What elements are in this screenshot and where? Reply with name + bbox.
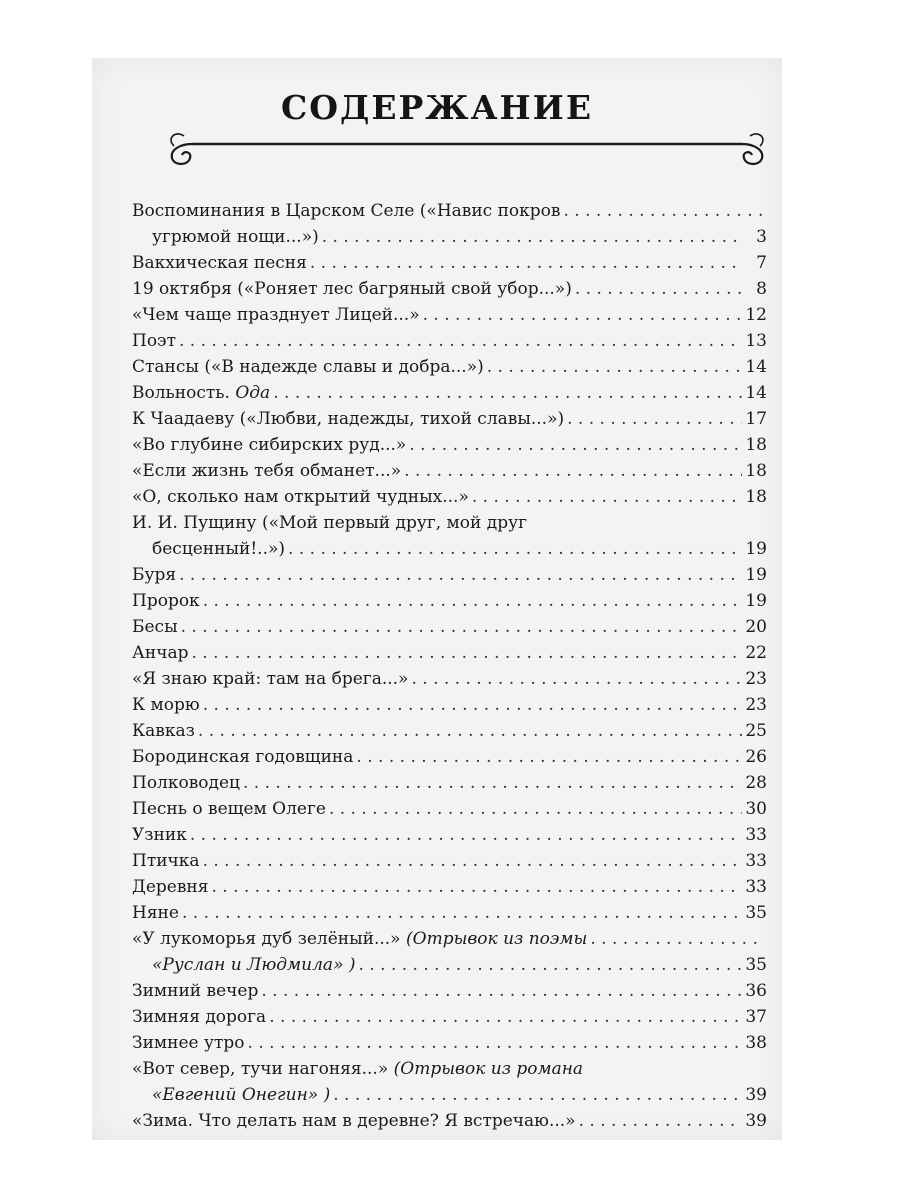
toc-entry [132, 978, 767, 1004]
toc-entry [132, 458, 767, 484]
toc-line [132, 224, 767, 250]
page-number: 33 [745, 851, 767, 871]
toc-entry-title: 19 октября («Роняет лес багряный свой убор...») [132, 279, 572, 299]
toc-entry [132, 328, 767, 354]
toc-line [132, 640, 767, 666]
toc-entry [132, 250, 767, 276]
dot-leader [203, 588, 742, 614]
page-number: 33 [745, 825, 767, 845]
toc-line [132, 614, 767, 640]
toc-line [132, 562, 767, 588]
page-number: 8 [756, 279, 767, 299]
page-number: 22 [745, 643, 767, 663]
dot-leader [329, 796, 742, 822]
page-number: 38 [745, 1033, 767, 1053]
toc-entry [132, 562, 767, 588]
dot-leader [203, 692, 742, 718]
dot-leader [181, 614, 742, 640]
toc-entry-subtitle: (Отрывок из поэмы [406, 929, 588, 949]
dot-leader [356, 744, 742, 770]
toc-entry-title: Бородинская годовщина [132, 747, 354, 767]
toc-entry-title: Буря [132, 565, 177, 585]
page-number: 18 [745, 487, 767, 507]
toc-line [132, 1082, 767, 1108]
toc-line [132, 250, 767, 276]
dot-leader [575, 276, 742, 302]
toc-entry-title: Зимний вечер [132, 981, 259, 1001]
page-title: СОДЕРЖАНИЕ [280, 88, 593, 127]
toc-entry-title: Вакхическая песня [132, 253, 307, 273]
toc-line [132, 770, 767, 796]
page-number: 17 [745, 409, 767, 429]
dot-leader [404, 458, 742, 484]
page-number: 7 [756, 253, 767, 273]
toc-entry-title: Вольность. Ода [132, 383, 271, 403]
toc-line [132, 588, 767, 614]
toc-entry-title: Полководец [132, 773, 240, 793]
page-number: 20 [745, 617, 767, 637]
toc-entry-title [152, 1082, 330, 1108]
toc-line [132, 276, 767, 302]
toc-entry [132, 510, 767, 562]
toc-entry-subtitle: (Отрывок из романа [393, 1059, 584, 1079]
toc-line [132, 874, 767, 900]
toc-line [132, 952, 767, 978]
page-number: 37 [745, 1007, 767, 1027]
toc-entry [132, 1004, 767, 1030]
page-number: 23 [745, 695, 767, 715]
page-number: 3 [756, 227, 767, 247]
toc-entry [132, 770, 767, 796]
toc-entry-title: Воспоминания в Царском Селе («Навис покров [132, 201, 561, 221]
toc-line [132, 1108, 767, 1134]
toc-line [132, 432, 767, 458]
toc-entry [132, 1108, 767, 1134]
dot-leader [288, 536, 742, 562]
dot-leader [322, 224, 742, 250]
toc-entry [132, 380, 767, 406]
toc-entry-title: Няне [132, 903, 179, 923]
dot-leader [179, 328, 742, 354]
toc-line [132, 1004, 767, 1030]
page-number: 19 [745, 539, 767, 559]
page-number: 33 [745, 877, 767, 897]
toc-entry [132, 848, 767, 874]
toc-entry-title: Песнь о вещем Олеге [132, 799, 326, 819]
toc-line [132, 198, 767, 224]
page-number: 28 [745, 773, 767, 793]
toc-line [132, 354, 767, 380]
toc-entry-title: Кавказ [132, 721, 195, 741]
toc-entry [132, 354, 767, 380]
toc-line [132, 484, 767, 510]
page-number: 19 [745, 565, 767, 585]
toc-entry-title: Бесы [132, 617, 178, 637]
toc-entry [132, 718, 767, 744]
toc-entry-title: «Зима. Что делать нам в деревне? Я встречаю...» [132, 1111, 576, 1131]
page-number: 35 [745, 903, 767, 923]
toc-line [132, 536, 767, 562]
page-number: 26 [745, 747, 767, 767]
dot-leader [563, 198, 764, 224]
dot-leader [359, 952, 742, 978]
toc-line [132, 978, 767, 1004]
toc-entry-subtitle: Ода [235, 383, 271, 403]
toc-line [132, 822, 767, 848]
toc-entry-subtitle: «Евгений Онегин» ) [152, 1085, 331, 1105]
page-number: 39 [745, 1111, 767, 1131]
page-number: 36 [745, 981, 767, 1001]
page-number: 14 [745, 357, 767, 377]
toc-line [132, 406, 767, 432]
dot-leader [472, 484, 742, 510]
toc-entry [132, 1056, 767, 1108]
page-number: 35 [745, 955, 767, 975]
toc-entry-title: Поэт [132, 331, 176, 351]
toc-entry-subtitle: «Руслан и Людмила» ) [152, 955, 356, 975]
dot-leader [333, 1082, 742, 1108]
toc-entry-title: Узник [132, 825, 187, 845]
toc-entry-title [152, 952, 356, 978]
toc-line [132, 666, 767, 692]
toc-entry-title: Птичка [132, 851, 200, 871]
page-number: 13 [745, 331, 767, 351]
page-number: 25 [745, 721, 767, 741]
toc-entry [132, 302, 767, 328]
toc-line [132, 1056, 767, 1082]
dot-leader [567, 406, 742, 432]
dot-leader [423, 302, 742, 328]
toc-line [132, 458, 767, 484]
toc-line [132, 900, 767, 926]
dot-leader [243, 770, 742, 796]
dot-leader [487, 354, 742, 380]
dot-leader [182, 900, 742, 926]
toc-entry [132, 666, 767, 692]
toc-entry-title: «Чем чаще празднует Лицей...» [132, 305, 420, 325]
toc-entry [132, 874, 767, 900]
toc-entry-title: «У лукоморья дуб зелёный...» (Отрывок из поэмы [132, 929, 588, 949]
page-number: 19 [745, 591, 767, 611]
dot-leader [310, 250, 742, 276]
toc-entry-title: К морю [132, 695, 200, 715]
dot-leader [269, 1004, 742, 1030]
dot-leader [179, 562, 742, 588]
page-number: 39 [745, 1085, 767, 1105]
toc-entry-title: «Я знаю край: там на брега...» [132, 669, 409, 689]
dot-leader [411, 666, 742, 692]
toc-entry [132, 744, 767, 770]
title-ornament [162, 126, 772, 176]
toc-line [132, 848, 767, 874]
toc-entry-title: И. И. Пущину («Мой первый друг, мой друг [132, 513, 528, 533]
toc-entry [132, 900, 767, 926]
dot-leader [409, 432, 742, 458]
toc-entry [132, 640, 767, 666]
toc-entry [132, 406, 767, 432]
dot-leader [579, 1108, 742, 1134]
dot-leader [261, 978, 742, 1004]
toc-line [132, 1030, 767, 1056]
toc-line [132, 692, 767, 718]
toc-entry-title: угрюмой нощи...») [152, 227, 319, 247]
toc-entry-title: Зимнее утро [132, 1033, 245, 1053]
toc-line [132, 926, 767, 952]
page-number: 14 [745, 383, 767, 403]
dot-leader [203, 848, 742, 874]
dot-leader [248, 1030, 742, 1056]
toc-entry-title: «Если жизнь тебя обманет...» [132, 461, 402, 481]
book-page [92, 58, 782, 1140]
page-number: 18 [745, 435, 767, 455]
page-number: 23 [745, 669, 767, 689]
page-number: 18 [745, 461, 767, 481]
dot-leader [191, 640, 742, 666]
toc-entry-title: Стансы («В надежде славы и добра...») [132, 357, 484, 377]
dot-leader [190, 822, 742, 848]
dot-leader [273, 380, 742, 406]
toc-line [132, 718, 767, 744]
toc-entry [132, 614, 767, 640]
toc-line [132, 302, 767, 328]
dot-leader [590, 926, 764, 952]
toc-entry [132, 796, 767, 822]
toc-line [132, 510, 767, 536]
page-number: 30 [745, 799, 767, 819]
toc-entry [132, 588, 767, 614]
toc-entry [132, 926, 767, 978]
dot-leader [198, 718, 742, 744]
toc-line [132, 328, 767, 354]
toc-entry-title: «О, сколько нам открытий чудных...» [132, 487, 469, 507]
toc-entry-title: Зимняя дорога [132, 1007, 267, 1027]
toc-entry-title: Деревня [132, 877, 209, 897]
toc-entry [132, 276, 767, 302]
toc-line [132, 744, 767, 770]
toc-entry [132, 692, 767, 718]
page-number: 12 [745, 305, 767, 325]
toc-entry [132, 822, 767, 848]
toc-entry-title: «Во глубине сибирских руд...» [132, 435, 407, 455]
toc-entry [132, 484, 767, 510]
toc-line [132, 380, 767, 406]
toc-entry [132, 432, 767, 458]
toc-entry-title: Пророк [132, 591, 200, 611]
toc-line [132, 796, 767, 822]
toc-entry [132, 1030, 767, 1056]
dot-leader [211, 874, 742, 900]
toc-entry-title: К Чаадаеву («Любви, надежды, тихой славы...») [132, 409, 565, 429]
table-of-contents [132, 198, 767, 1134]
toc-entry-title: «Вот север, тучи нагоняя...» (Отрывок из романа [132, 1059, 584, 1079]
toc-entry-title: Анчар [132, 643, 189, 663]
toc-entry [132, 198, 767, 250]
toc-entry-title: бесценный!..») [152, 539, 286, 559]
